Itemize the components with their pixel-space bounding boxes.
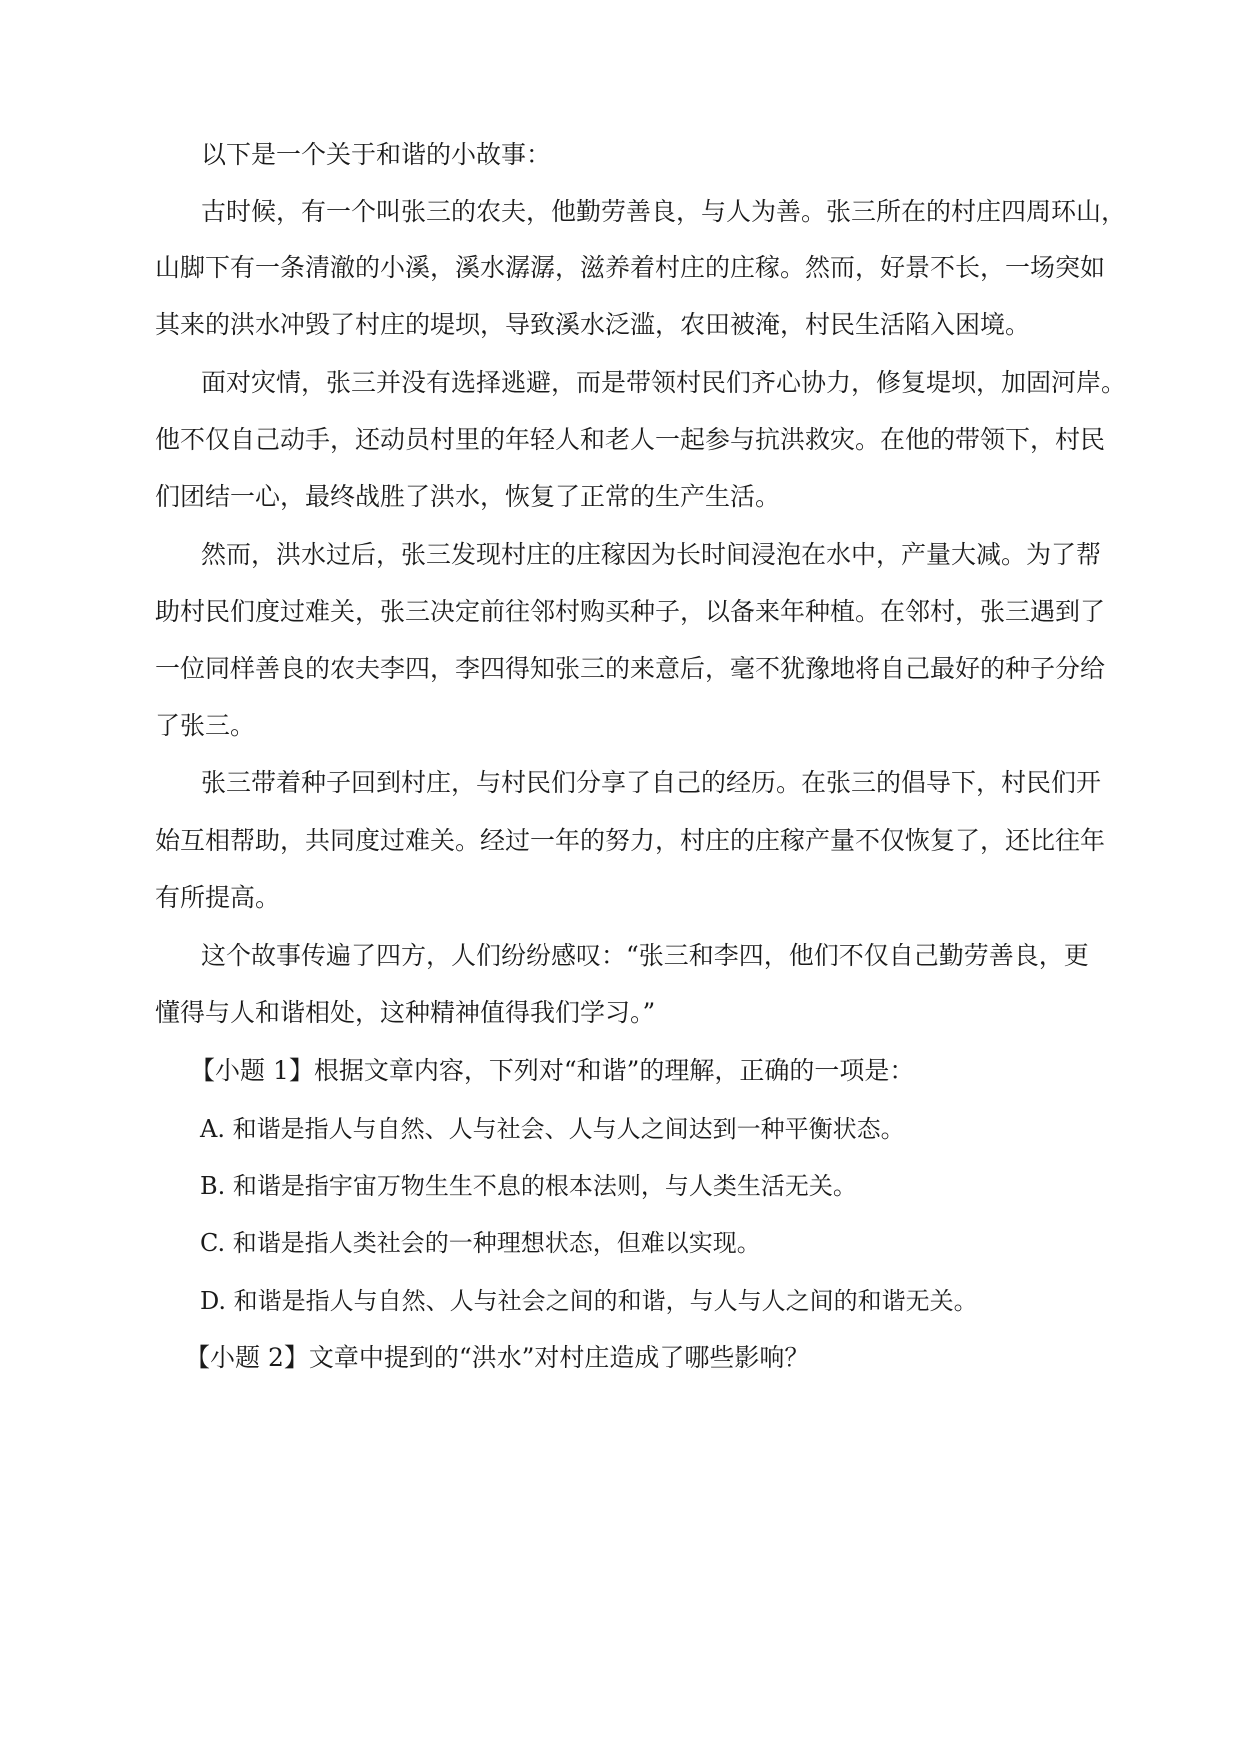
paragraph-line: 始互相帮助，共同度过难关。经过一年的努力，村庄的庄稼产量不仅恢复了，还比往年 xyxy=(155,826,1106,855)
paragraph-line: 助村民们度过难关，张三决定前往邻村购买种子，以备来年种植。在邻村，张三遇到了 xyxy=(155,597,1106,626)
paragraph-line: 他不仅自己动手，还动员村里的年轻人和老人一起参与抗洪救灾。在他的带领下，村民 xyxy=(155,425,1106,454)
intro-line: 以下是一个关于和谐的小故事： xyxy=(201,140,552,169)
option-c: C. 和谐是指人类社会的一种理想状态，但难以实现。 xyxy=(200,1229,761,1257)
option-a: A. 和谐是指人与自然、人与社会、人与人之间达到一种平衡状态。 xyxy=(200,1115,905,1143)
paragraph-line: 古时候，有一个叫张三的农夫，他勤劳善良，与人为善。张三所在的村庄四周环山， xyxy=(201,197,1127,226)
paragraph-line: 们团结一心，最终战胜了洪水，恢复了正常的生产生活。 xyxy=(155,482,781,511)
paragraph-line: 懂得与人和谐相处，这种精神值得我们学习。” xyxy=(155,998,656,1027)
paragraph-line: 其来的洪水冲毁了村庄的堤坝，导致溪水泛滥，农田被淹，村民生活陷入困境。 xyxy=(155,310,1031,339)
option-d: D. 和谐是指人与自然、人与社会之间的和谐，与人与人之间的和谐无关。 xyxy=(200,1287,978,1315)
question-1-prompt: 【小题 1】根据文章内容，下列对“和谐”的理解，正确的一项是： xyxy=(190,1056,915,1085)
paragraph-line: 有所提高。 xyxy=(155,883,281,912)
option-b: B. 和谐是指宇宙万物生生不息的根本法则，与人类生活无关。 xyxy=(200,1172,857,1200)
paragraph-line: 了张三。 xyxy=(155,711,256,740)
paragraph-line: 一位同样善良的农夫李四，李四得知张三的来意后，毫不犹豫地将自己最好的种子分给 xyxy=(155,654,1106,683)
paragraph-line: 张三带着种子回到村庄，与村民们分享了自己的经历。在张三的倡导下，村民们开 xyxy=(201,768,1102,797)
question-2-prompt: 【小题 2】文章中提到的“洪水”对村庄造成了哪些影响？ xyxy=(185,1343,810,1372)
paragraph-line: 然而，洪水过后，张三发现村庄的庄稼因为长时间浸泡在水中，产量大减。为了帮 xyxy=(201,540,1102,569)
paragraph-line: 山脚下有一条清澈的小溪，溪水潺潺，滋养着村庄的庄稼。然而，好景不长，一场突如 xyxy=(155,253,1106,282)
paragraph-line: 面对灾情，张三并没有选择逃避，而是带领村民们齐心协力，修复堤坝，加固河岸。 xyxy=(201,368,1127,397)
paragraph-line: 这个故事传遍了四方，人们纷纷感叹：“张三和李四，他们不仅自己勤劳善良，更 xyxy=(201,941,1089,970)
